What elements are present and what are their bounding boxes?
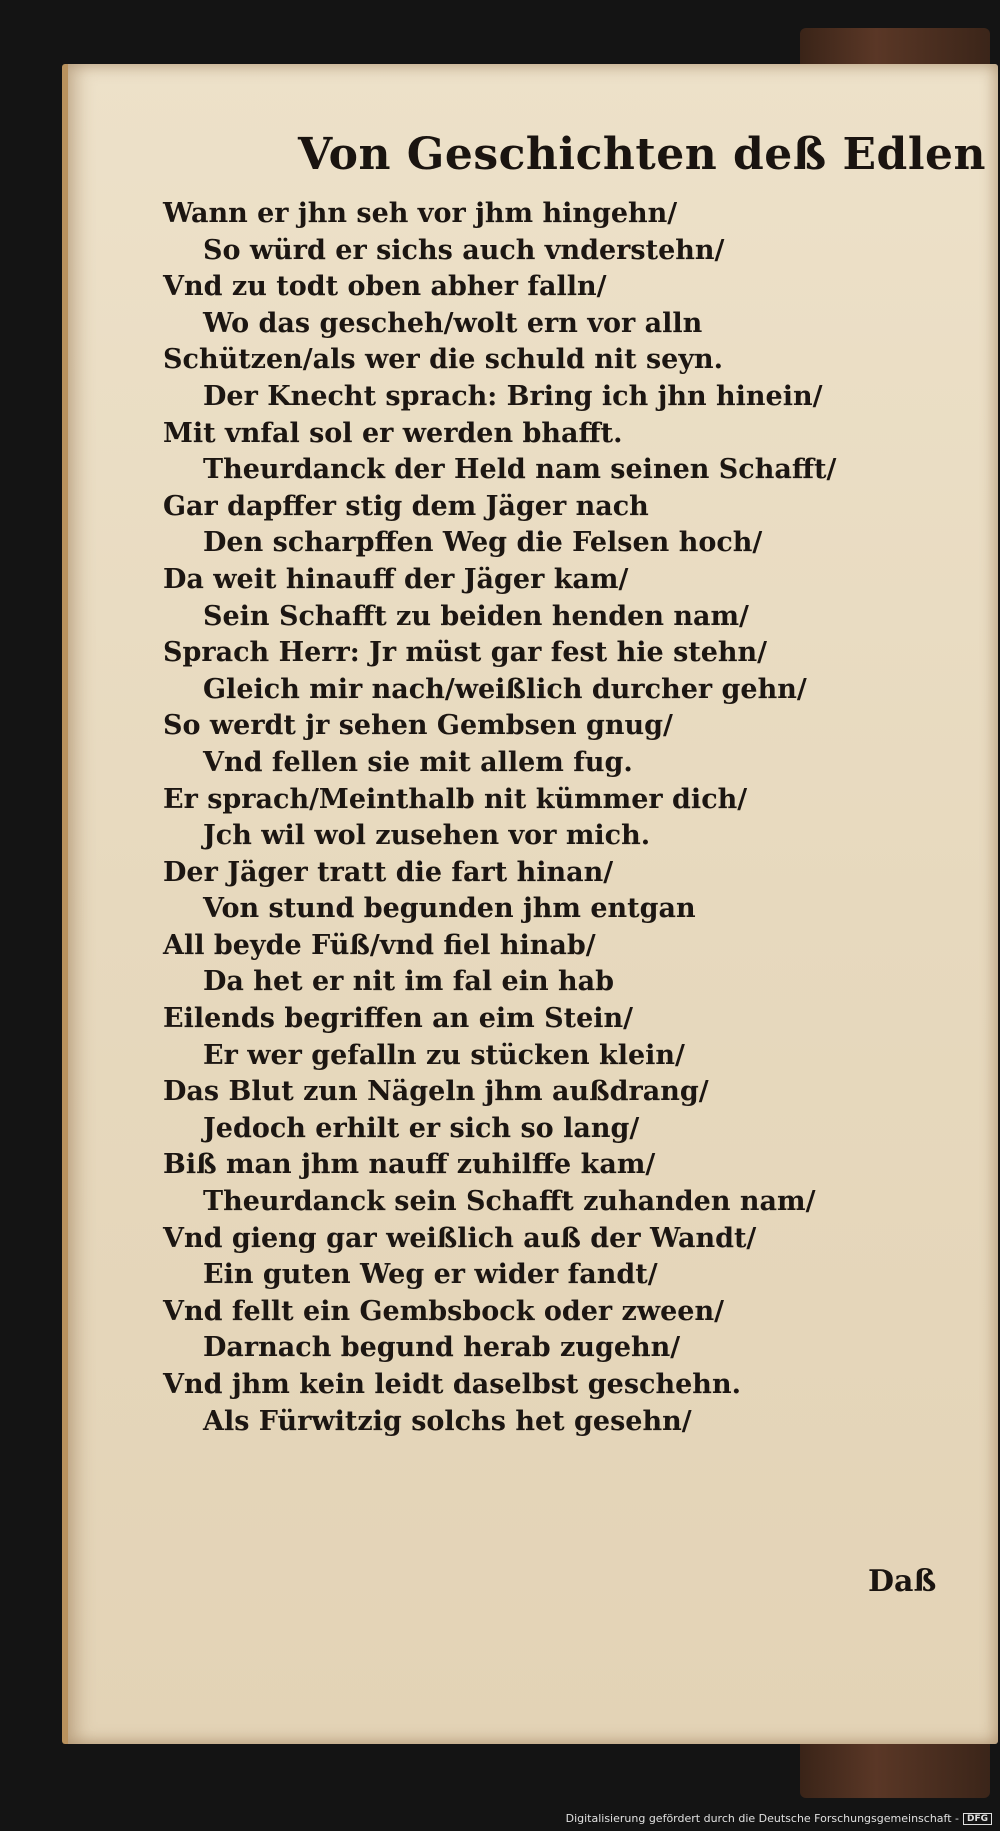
verse-line: Vnd zu todt oben abher falln/ xyxy=(163,271,607,303)
verse-line: Da het er nit im fal ein hab xyxy=(203,966,615,998)
verse-line: Schützen/als wer die schuld nit seyn. xyxy=(163,344,724,376)
verse-line: Der Jäger tratt die fart hinan/ xyxy=(163,856,614,888)
verse-line: Wann er jhn seh vor jhm hingehn/ xyxy=(163,198,678,229)
dfg-logo-badge: DFG xyxy=(963,1813,992,1825)
verse-line: Eilends begriffen an eim Stein/ xyxy=(163,1003,633,1035)
verse-line: Jch wil wol zusehen vor mich. xyxy=(203,820,651,852)
verse-line: All beyde Füß/vnd fiel hinab/ xyxy=(163,929,596,961)
verse-line: Mit vnfal sol er werden bhafft. xyxy=(163,417,623,449)
verse-line: Biß man jhm nauff zuhilffe kam/ xyxy=(163,1149,656,1181)
verse-line: Darnach begund herab zugehn/ xyxy=(203,1332,681,1364)
verse-line: Als Fürwitzig solchs het gesehn/ xyxy=(203,1405,692,1437)
verse-line: Theurdanck sein Schafft zuhanden nam/ xyxy=(203,1186,816,1218)
verse-line: Theurdanck der Held nam seinen Schafft/ xyxy=(203,454,837,486)
verse-line: Er sprach/Meinthalb nit kümmer dich/ xyxy=(163,783,748,815)
verse-line: Der Knecht sprach: Bring ich jhn hinein/ xyxy=(203,380,823,412)
verse-block xyxy=(163,196,963,1440)
credit-text: Digitalisierung gefördert durch die Deutsche Forschungsgemeinschaft - xyxy=(565,1812,959,1825)
verse-line: Jedoch erhilt er sich so lang/ xyxy=(203,1112,640,1144)
verse-line: Sprach Herr: Jr müst gar fest hie stehn/ xyxy=(163,637,768,669)
digitization-credit xyxy=(566,1812,992,1825)
verse-line: Vnd jhm kein leidt daselbst geschehn. xyxy=(163,1369,741,1400)
book-page xyxy=(62,64,998,1744)
verse-line: Den scharpffen Weg die Felsen hoch/ xyxy=(203,527,763,559)
verse-line: Ein guten Weg er wider fandt/ xyxy=(203,1259,658,1291)
verse-line: Wo das gescheh/wolt ern vor alln xyxy=(203,307,703,339)
verse-line: Sein Schafft zu beiden henden nam/ xyxy=(203,600,749,632)
verse-line: So werdt jr sehen Gembsen gnug/ xyxy=(163,710,673,742)
verse-line: So würd er sichs auch vnderstehn/ xyxy=(203,234,725,266)
verse-line: Vnd gieng gar weißlich auß der Wandt/ xyxy=(163,1222,757,1254)
catchword: Daß xyxy=(868,1564,937,1599)
verse-line: Er wer gefalln zu stücken klein/ xyxy=(203,1039,685,1071)
verse-line: Da weit hinauff der Jäger kam/ xyxy=(163,563,629,595)
verse-line: Vnd fellen sie mit allem fug. xyxy=(203,746,633,778)
verse-line: Vnd fellt ein Gembsbock oder zween/ xyxy=(163,1295,724,1327)
verse-line: Gleich mir nach/weißlich durcher gehn/ xyxy=(203,673,807,705)
running-head: Von Geschichten deß Edlen xyxy=(298,129,987,180)
verse-line: Das Blut zun Nägeln jhm außdrang/ xyxy=(163,1076,709,1108)
verse-line: Von stund begunden jhm entgan xyxy=(203,893,696,925)
verse-line: Gar dapffer stig dem Jäger nach xyxy=(163,490,649,522)
